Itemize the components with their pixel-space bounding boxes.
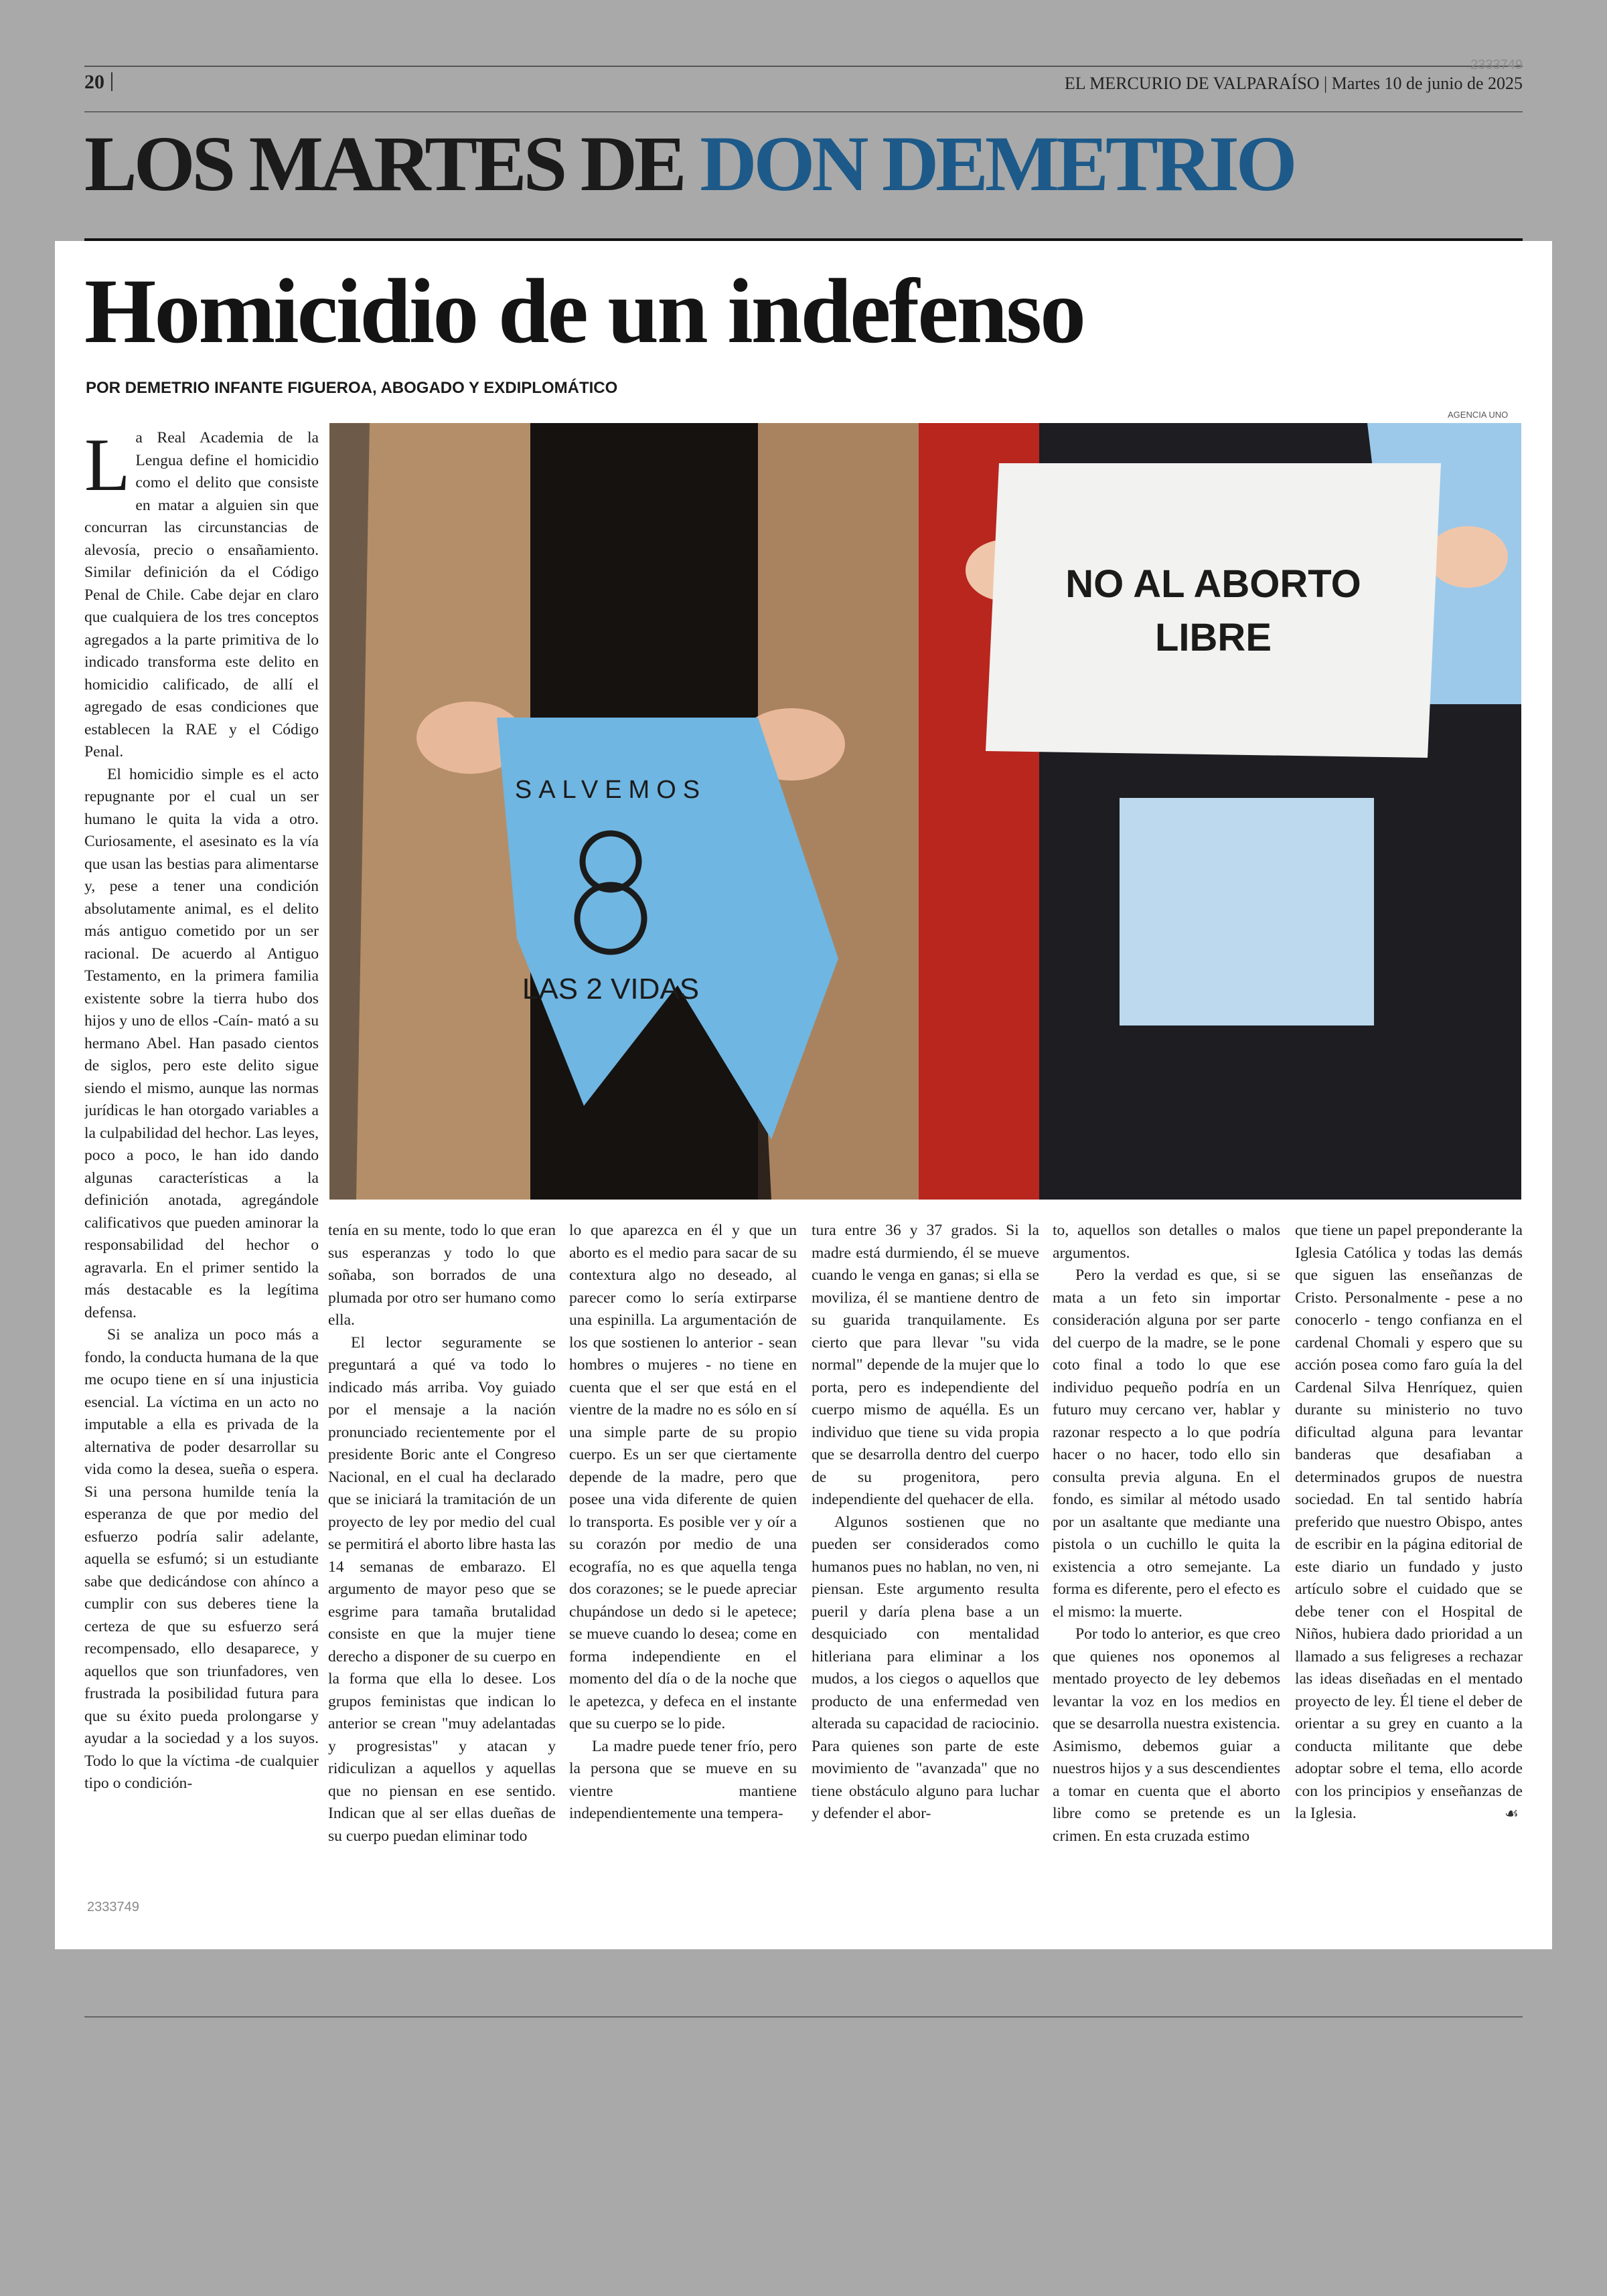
page-number: 20 <box>84 71 112 94</box>
section-title-part2: DON DEMETRIO <box>700 120 1294 208</box>
paragraph: Algunos sostienen que no pueden ser considerados como humanos pues no hablan, no ven, ni piensan. Este argumento resulta pueril y daría plena base a un desquiciado con mentalidad hitleriana para eliminar a los mudos, a los ciegos o aquellos que producto de una enfermedad ven alterada su capacidad de raciocinio. Para quienes son parte de este movimiento de "avanzada" que no tiene obstáculo alguno para luchar y defender el abor- <box>812 1513 1039 1822</box>
article-column-3 <box>569 1220 797 1889</box>
paragraph: que tiene un papel preponderante la Iglesia Católica y todas las demás que siguen las enseñanzas de Cristo. Personalmente - pese a no conocerlo - tengo confianza en el cardenal Chomali y espero que su acción posea como faro guía la del Cardenal Silva Henríquez, quien durante su ministerio no tuvo dificultad alguna para levantar banderas que desafiaban a determinados grupos de nuestra sociedad. En tal sentido habría preferido que nuestro Obispo, antes de escribir en la página editorial de este diario un fundado y justo artículo sobre el cuidado que se debe tener con el Hospital de Niños, hubiera dado prioridad a un llamado a sus feligreses a rechazar las ideas diseñadas en el mentado proyecto de ley. Él tiene el deber de orientar a su grey en cuanto a la conducta militante que debe adoptar sobre el tema, ello acorde con los principios y enseñanzas de la Iglesia. ☙ <box>1295 1220 1523 1825</box>
article-photo <box>329 423 1521 1200</box>
sign-line-1: NO AL ABORTO <box>1065 562 1361 606</box>
article-clipping <box>55 241 1552 1949</box>
paragraph: El homicidio simple es el acto repugnante por el cual un ser humano le quita la vida a otro. Curiosamente, el asesinato es la vía que usan las bestias para alimentarse y, pese a tener una condición absolutamente animal, es el delito más antiguo cometido por un ser racional. De acuerdo al Antiguo Testamento, en la primera familia existente sobre la tierra hubo dos hijos y uno de ellos -Caín- mató a su hermano Abel. Han pasado cientos de siglos, pero este delito sigue siendo el mismo, aunque las normas jurídicas le han otorgado variables a la culpabilidad del hechor. Las leyes, poco a poco, le han ido dando algunas características a la definición anotada, agregándole calificativos que pueden aminorar la responsabilidad del hechor o agravarla. En el primer sentido la más destacable es la legítima defensa. <box>84 765 319 1321</box>
byline: POR DEMETRIO INFANTE FIGUEROA, ABOGADO Y EXDIPLOMÁTICO <box>86 379 618 397</box>
paragraph: tura entre 36 y 37 grados. Si la madre está durmiendo, él se mueve cuando le venga en ganas; si ella se moviliza, él se mantiene dentro de su guarida tranquilamente. Es cierto que para llevar "su vida normal" depende de la mujer que lo porta, pero es independiente del cuerpo mismo de aquélla. Es un individuo que tiene su vida propia que se desarrolla dentro del cuerpo de su progenitora, pero independiente del quehacer de ella. <box>812 1222 1039 1508</box>
photo-credit: AGENCIA UNO <box>1448 410 1509 420</box>
paragraph: tenía en su mente, todo lo que eran sus esperanzas y todo lo que soñaba, son borrados de una plumada por otro ser humano como ella. <box>328 1222 556 1329</box>
sign-line-2: LIBRE <box>1155 616 1272 659</box>
paragraph: Pero la verdad es que, si se mata a un feto sin importar consideración alguna por ser parte del cuerpo de la madre, se le pone coto final a todo lo que ese individuo pequeño podría en un futuro muy cercano ver, hablar y razonar respecto a lo que podría hacer o no hacer, todo ello sin consulta previa alguna. En el fondo, es similar al método usado por un asaltante que mediante una pistola o un cuchillo le quita la existencia a otro semejante. La forma es diferente, pero el efecto es el mismo: la muerte. <box>1053 1266 1280 1621</box>
protest-photo-illustration <box>329 423 1521 1200</box>
paragraph: La madre puede tener frío, pero la persona que se mueve en su vientre mantiene independientemente una tempera- <box>569 1737 797 1822</box>
paragraph: El lector seguramente se preguntará a qué va todo lo indicado más arriba. Voy guiado por el mensaje a la nación pronunciado recientemente por el presidente Boric ante el Congreso Nacional, en el cual ha declarado que se iniciará la tramitación de un proyecto de ley por medio del cual se permitirá el aborto libre hasta las 14 semanas de embarazo. El argumento de mayor peso que se esgrime para tamaña brutalidad consiste en que la mujer tiene derecho a disponer de su cuerpo en la forma que ella lo desee. Los grupos feministas que indican lo anterior se crean "muy adelantadas y progresistas" y atacan y ridiculizan a aquellos y aquellas que no piensan en ese sentido. Indican que al ser ellas dueñas de su cuerpo puedan eliminar todo <box>328 1333 556 1845</box>
end-mark-icon: ☙ <box>1504 1804 1519 1823</box>
paragraph: La Real Academia de la Lengua define el homicidio como el delito que consiste en matar a alguien sin que concurran las circunstancias de alevosía, precio o ensañamiento. Similar definición da el Código Penal de Chile. Cabe dejar en claro que cualquiera de los tres conceptos agregados a la parte primitiva de lo indicado transforma este delito en homicidio calificado, de allí el agregado de esas condiciones que establecen la RAE y el Código Penal. <box>84 427 319 760</box>
top-rule <box>84 66 1523 67</box>
section-title <box>84 120 1294 208</box>
drop-cap: L <box>84 427 131 507</box>
article-column-1 <box>84 427 319 1900</box>
bottom-rule <box>84 2016 1523 2018</box>
section-title-part1: LOS MARTES DE <box>84 120 684 208</box>
scarf-text-top: SALVEMOS <box>514 776 707 804</box>
paragraph: to, aquellos son detalles o malos argumentos. <box>1053 1222 1280 1262</box>
article-column-5 <box>1053 1220 1280 1889</box>
article-column-6 <box>1295 1220 1523 1889</box>
header-rule <box>84 111 1523 112</box>
headline: Homicidio de un indefenso <box>84 260 1085 362</box>
paragraph: Si se analiza un poco más a fondo, la conducta humana de la que me ocupo tiene en sí una injusticia esencial. La víctima en un acto no imputable a ella es privada de la alternativa de poder desarrollar su vida como la desea, sueña o espera. Si una persona humilde tenía la esperanza de que por medio del esfuerzo podría salir adelante, aquella se esfumó; si un estudiante sabe que dedicándose con ahínco a cumplir con sus deberes tiene la certeza de que su esfuerzo será recompensado, ello desaparece, y aquellos que son triunfadores, ven frustrada la posibilidad futura para que su éxito pueda prolongarse y ayudar a la sociedad y a los suyos. Todo lo que la víctima -de cualquier tipo o condición- <box>84 1326 319 1792</box>
paragraph: lo que aparezca en él y que un aborto es el medio para sacar de su contextura algo no deseado, al parecer como lo sería extirparse una espinilla. La argumentación de los que sostienen lo anterior - sean hombres o mujeres - no tiene en cuenta que el ser que está en el vientre de la madre no es sólo en sí una simple parte de su propio cuerpo. Es un ser que ciertamente depende de la madre, pero que posee una vida diferente de quien lo transporta. Es posible ver y oír a su corazón por medio de una ecografía, no es que aquella tenga dos corazones; se le puede apreciar chupándose un dedo si le apetece; se mueve cuando lo desea; come en forma independiente en el momento del día o de la noche que le apetezca, y defeca en el instante que su cuerpo se lo pide. <box>569 1222 797 1732</box>
article-column-4 <box>812 1220 1039 1889</box>
clip-id-bottom: 2333749 <box>87 1900 139 1914</box>
folio: EL MERCURIO DE VALPARAÍSO | Martes 10 de junio de 2025 <box>1064 74 1523 93</box>
clip-id-top: 2333749 <box>1470 58 1523 72</box>
scarf-text-bottom: LAS 2 VIDAS <box>522 973 700 1005</box>
article-column-2 <box>328 1220 556 1889</box>
paragraph: Por todo lo anterior, es que creo que quienes nos oponemos al mentado proyecto de ley debemos levantar la voz en los medios en que se desarrolla nuestra existencia. Asimismo, debemos guiar a nuestros hijos y a sus descendientes a tomar en cuenta que el aborto libre como se pretende es un crimen. En esta cruzada estimo <box>1053 1625 1280 1845</box>
